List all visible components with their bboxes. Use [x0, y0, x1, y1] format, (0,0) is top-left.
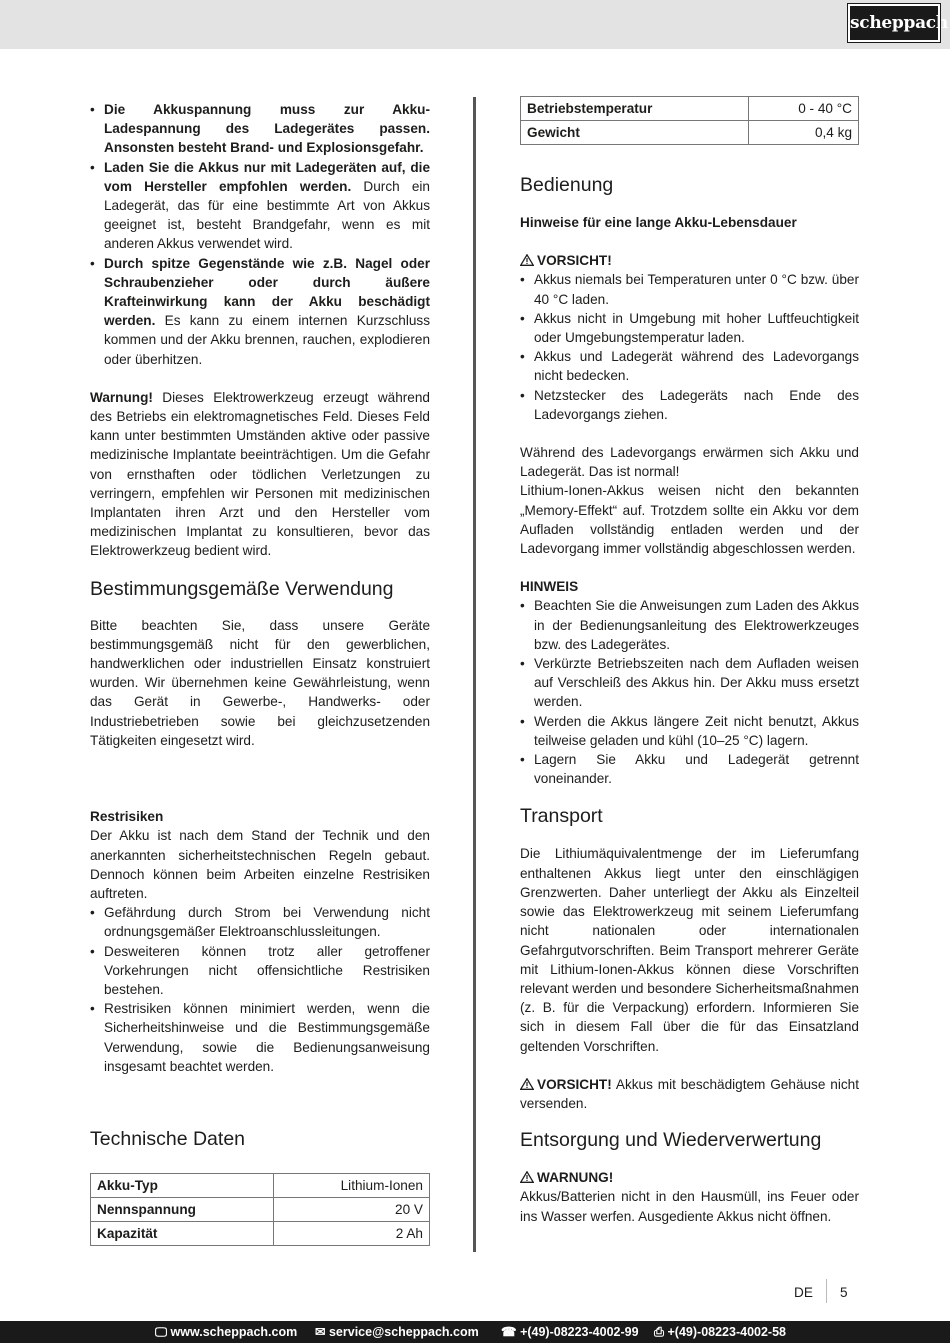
page-indicator [780, 1279, 860, 1305]
page-separator [826, 1279, 827, 1303]
mail-icon: ✉ [315, 1325, 326, 1339]
table-value: 0,4 kg [748, 121, 858, 145]
transport-caution: VORSICHT! Akkus mit beschädigtem Gehäuse nicht versenden. [520, 1076, 859, 1111]
page-number: 5 [840, 1285, 848, 1300]
disposal-heading: Entsorgung und Wiederverwertung [520, 1129, 822, 1152]
list-item: • Durch spitze Gegenstände wie z.B. Nagel oder Schraubenzieher oder durch äußere Krafteinwirkung kann der Akku beschädigt werden. Es kann zu einem internen Kurzschluss kommen und der Akku brennen, rauchen, explodieren oder überhitzen. [90, 254, 430, 369]
top-bar [0, 0, 950, 49]
transport-text: Die Lithiumäquivalentmenge der im Lieferumfang enthaltenen Akkus liegt unter den einschlägigen Grenzwerten. Daher unterliegt der Akku als Einzelteil sowie das Elektrowerkzeug mit seinem Lieferumfang nicht nationalen oder internationalen Gefahrgutvorschriften. Beim Transport mehrerer Geräte mit Lithium-Ionen-Akkus können diese Vorschriften relevant werden und besondere Sicherheitsmaßnahmen (z. B. für die Verpackung) erfordern. Informieren Sie sich in diesem Fall über die für das Einsatzland geltenden Vorschriften. [520, 846, 859, 1054]
transport-heading: Transport [520, 805, 603, 828]
table-key: Betriebstemperatur [521, 97, 749, 121]
footer-email[interactable]: ✉ service@scheppach.com [315, 1325, 479, 1339]
footer-bar [0, 1321, 950, 1343]
table-row [521, 121, 859, 145]
list-item: • Laden Sie die Akkus nur mit Ladegeräten auf, die vom Hersteller empfohlen werden. Durch ein Ladegerät, das für eine bestimmte Art von Akkus geeignet ist, besteht Brandgefahr, wenn es mit anderen Akkus verwendet wird. [90, 158, 430, 254]
list-item: • Restrisiken können minimiert werden, wenn die Sicherheitshinweise und die Bestimmungsgemäße Verwendung, sowie die Bedienungsanweisung insgesamt beachtet werden. [90, 999, 430, 1076]
table-row [91, 1221, 430, 1245]
list-item: • Gefährdung durch Strom bei Verwendung nicht ordnungsgemäßer Elektroanschlussleitungen. [90, 903, 430, 941]
list-item: • Werden die Akkus längere Zeit nicht benutzt, Akkus teilweise geladen und kühl (10–25 °C) lagern. [520, 712, 859, 750]
list-item: • Lagern Sie Akku und Ladegerät getrennt voneinander. [520, 750, 859, 788]
residual-risks-list [90, 903, 430, 1076]
table-key: Akku-Typ [91, 1173, 274, 1197]
list-item: • Netzstecker des Ladegeräts nach Ende des Ladevorgangs ziehen. [520, 386, 859, 424]
language-code: DE [794, 1285, 813, 1300]
column-divider [473, 97, 476, 1252]
charging-text: Während des Ladevorgangs erwärmen sich Akku und Ladegerät. Das ist normal! [520, 445, 859, 480]
brand-logo: scheppach [848, 4, 940, 42]
table-key: Nennspannung [91, 1197, 274, 1221]
note-label: HINWEIS [520, 579, 579, 595]
warning-triangle-icon [520, 1171, 534, 1183]
list-item: • Die Akkuspannung muss zur Akku- Ladespannung des Ladegerätes passen. Ansonsten besteht Brand- und Explosionsgefahr. [90, 100, 430, 158]
footer-website[interactable]: 🖵 www.scheppach.com [155, 1325, 298, 1339]
table-row [91, 1197, 430, 1221]
list-item: • Akkus und Ladegerät während des Ladevorgangs nicht bedecken. [520, 347, 859, 385]
right-column [520, 96, 859, 1226]
footer-phone: ☎ +(49)-08223-4002-99 [501, 1325, 639, 1339]
residual-risks-heading: Restrisiken [90, 809, 164, 825]
tech-data-heading: Technische Daten [90, 1127, 246, 1150]
note-list [520, 596, 859, 788]
emf-warning: Warnung! Dieses Elektrowerkzeug erzeugt während des Betriebs ein elektromagnetisches Feld. Dieses Feld kann unter bestimmten Umständen aktive oder passive medizinische Implantate beeinträchtigen. Um die Gefahr von ernsthaften oder tödlichen Verletzungen zu verringern, empfehlen wir Personen mit medizinischen Implantaten ihren Arzt und den Hersteller vom medizinischen Implantat zu konsultieren, bevor das Elektrowerkzeug bedient wird. [90, 389, 430, 559]
memory-effect-text: Lithium-Ionen-Akkus weisen nicht den bekannten „Memory-Effekt“ auf. Trotzdem sollte ein Akku vor dem Aufladen vollständig entladen werden und der Ladevorgang immer vollständig abgeschlossen werden. [520, 483, 859, 557]
monitor-icon: 🖵 [155, 1325, 168, 1339]
list-item: • Verkürzte Betriebszeiten nach dem Aufladen weisen auf Verschleiß des Akkus hin. Der Akku muss ersetzt werden. [520, 654, 859, 712]
caution-list [520, 270, 859, 424]
tech-data-table-continued [520, 96, 859, 145]
operation-subheading: Hinweise für eine lange Akku-Lebensdauer [520, 215, 797, 230]
disposal-warning-label: WARNUNG! [520, 1168, 859, 1187]
fax-icon: ⎙ [654, 1325, 665, 1339]
disposal-text: Akkus/Batterien nicht in den Hausmüll, ins Feuer oder ins Wasser werfen. Ausgediente Akkus nicht öffnen. [520, 1189, 859, 1224]
table-value: 2 Ah [274, 1221, 430, 1245]
phone-icon: ☎ [501, 1325, 517, 1339]
left-column [90, 100, 430, 1246]
caution-label: VORSICHT! [520, 251, 859, 270]
safety-list [90, 100, 430, 369]
operation-heading: Bedienung [520, 174, 614, 196]
list-item: • Beachten Sie die Anweisungen zum Laden des Akkus in der Bedienungsanleitung des Elektrowerkzeuges bzw. des Ladegerätes. [520, 596, 859, 654]
table-row [91, 1173, 430, 1197]
tech-data-table [90, 1173, 430, 1246]
list-item: • Akkus niemals bei Temperaturen unter 0 °C bzw. über 40 °C laden. [520, 270, 859, 308]
footer-fax: ⎙ +(49)-08223-4002-58 [654, 1325, 786, 1339]
table-value: 20 V [274, 1197, 430, 1221]
warning-triangle-icon [520, 1078, 534, 1090]
table-key: Kapazität [91, 1221, 274, 1245]
table-value: 0 - 40 °C [748, 97, 858, 121]
intended-use-heading: Bestimmungsgemäße Verwendung [90, 577, 394, 600]
warning-triangle-icon [520, 254, 534, 266]
residual-risks-text: Der Akku ist nach dem Stand der Technik und den anerkannten sicherheitstechnischen Regeln gebaut. Dennoch können beim Arbeiten einzelne Restrisiken auftreten. [90, 828, 430, 901]
table-key: Gewicht [521, 121, 749, 145]
intended-use-text: Bitte beachten Sie, dass unsere Geräte bestimmungsgemäß nicht für den gewerblichen, handwerklichen oder industriellen Einsatz konstruiert wurden. Wir übernehmen keine Gewährleistung, wenn das Gerät in Gewerbe-, Handwerks- oder Industriebetrieben sowie bei gleichzusetzenden Tätigkeiten eingesetzt wird. [90, 617, 430, 748]
table-row [521, 97, 859, 121]
table-value: Lithium-Ionen [274, 1173, 430, 1197]
list-item: • Akkus nicht in Umgebung mit hoher Luftfeuchtigkeit oder Umgebungstemperatur laden. [520, 309, 859, 347]
list-item: • Desweiteren können trotz aller getroffener Vorkehrungen nicht offensichtliche Restrisiken bestehen. [90, 942, 430, 1000]
